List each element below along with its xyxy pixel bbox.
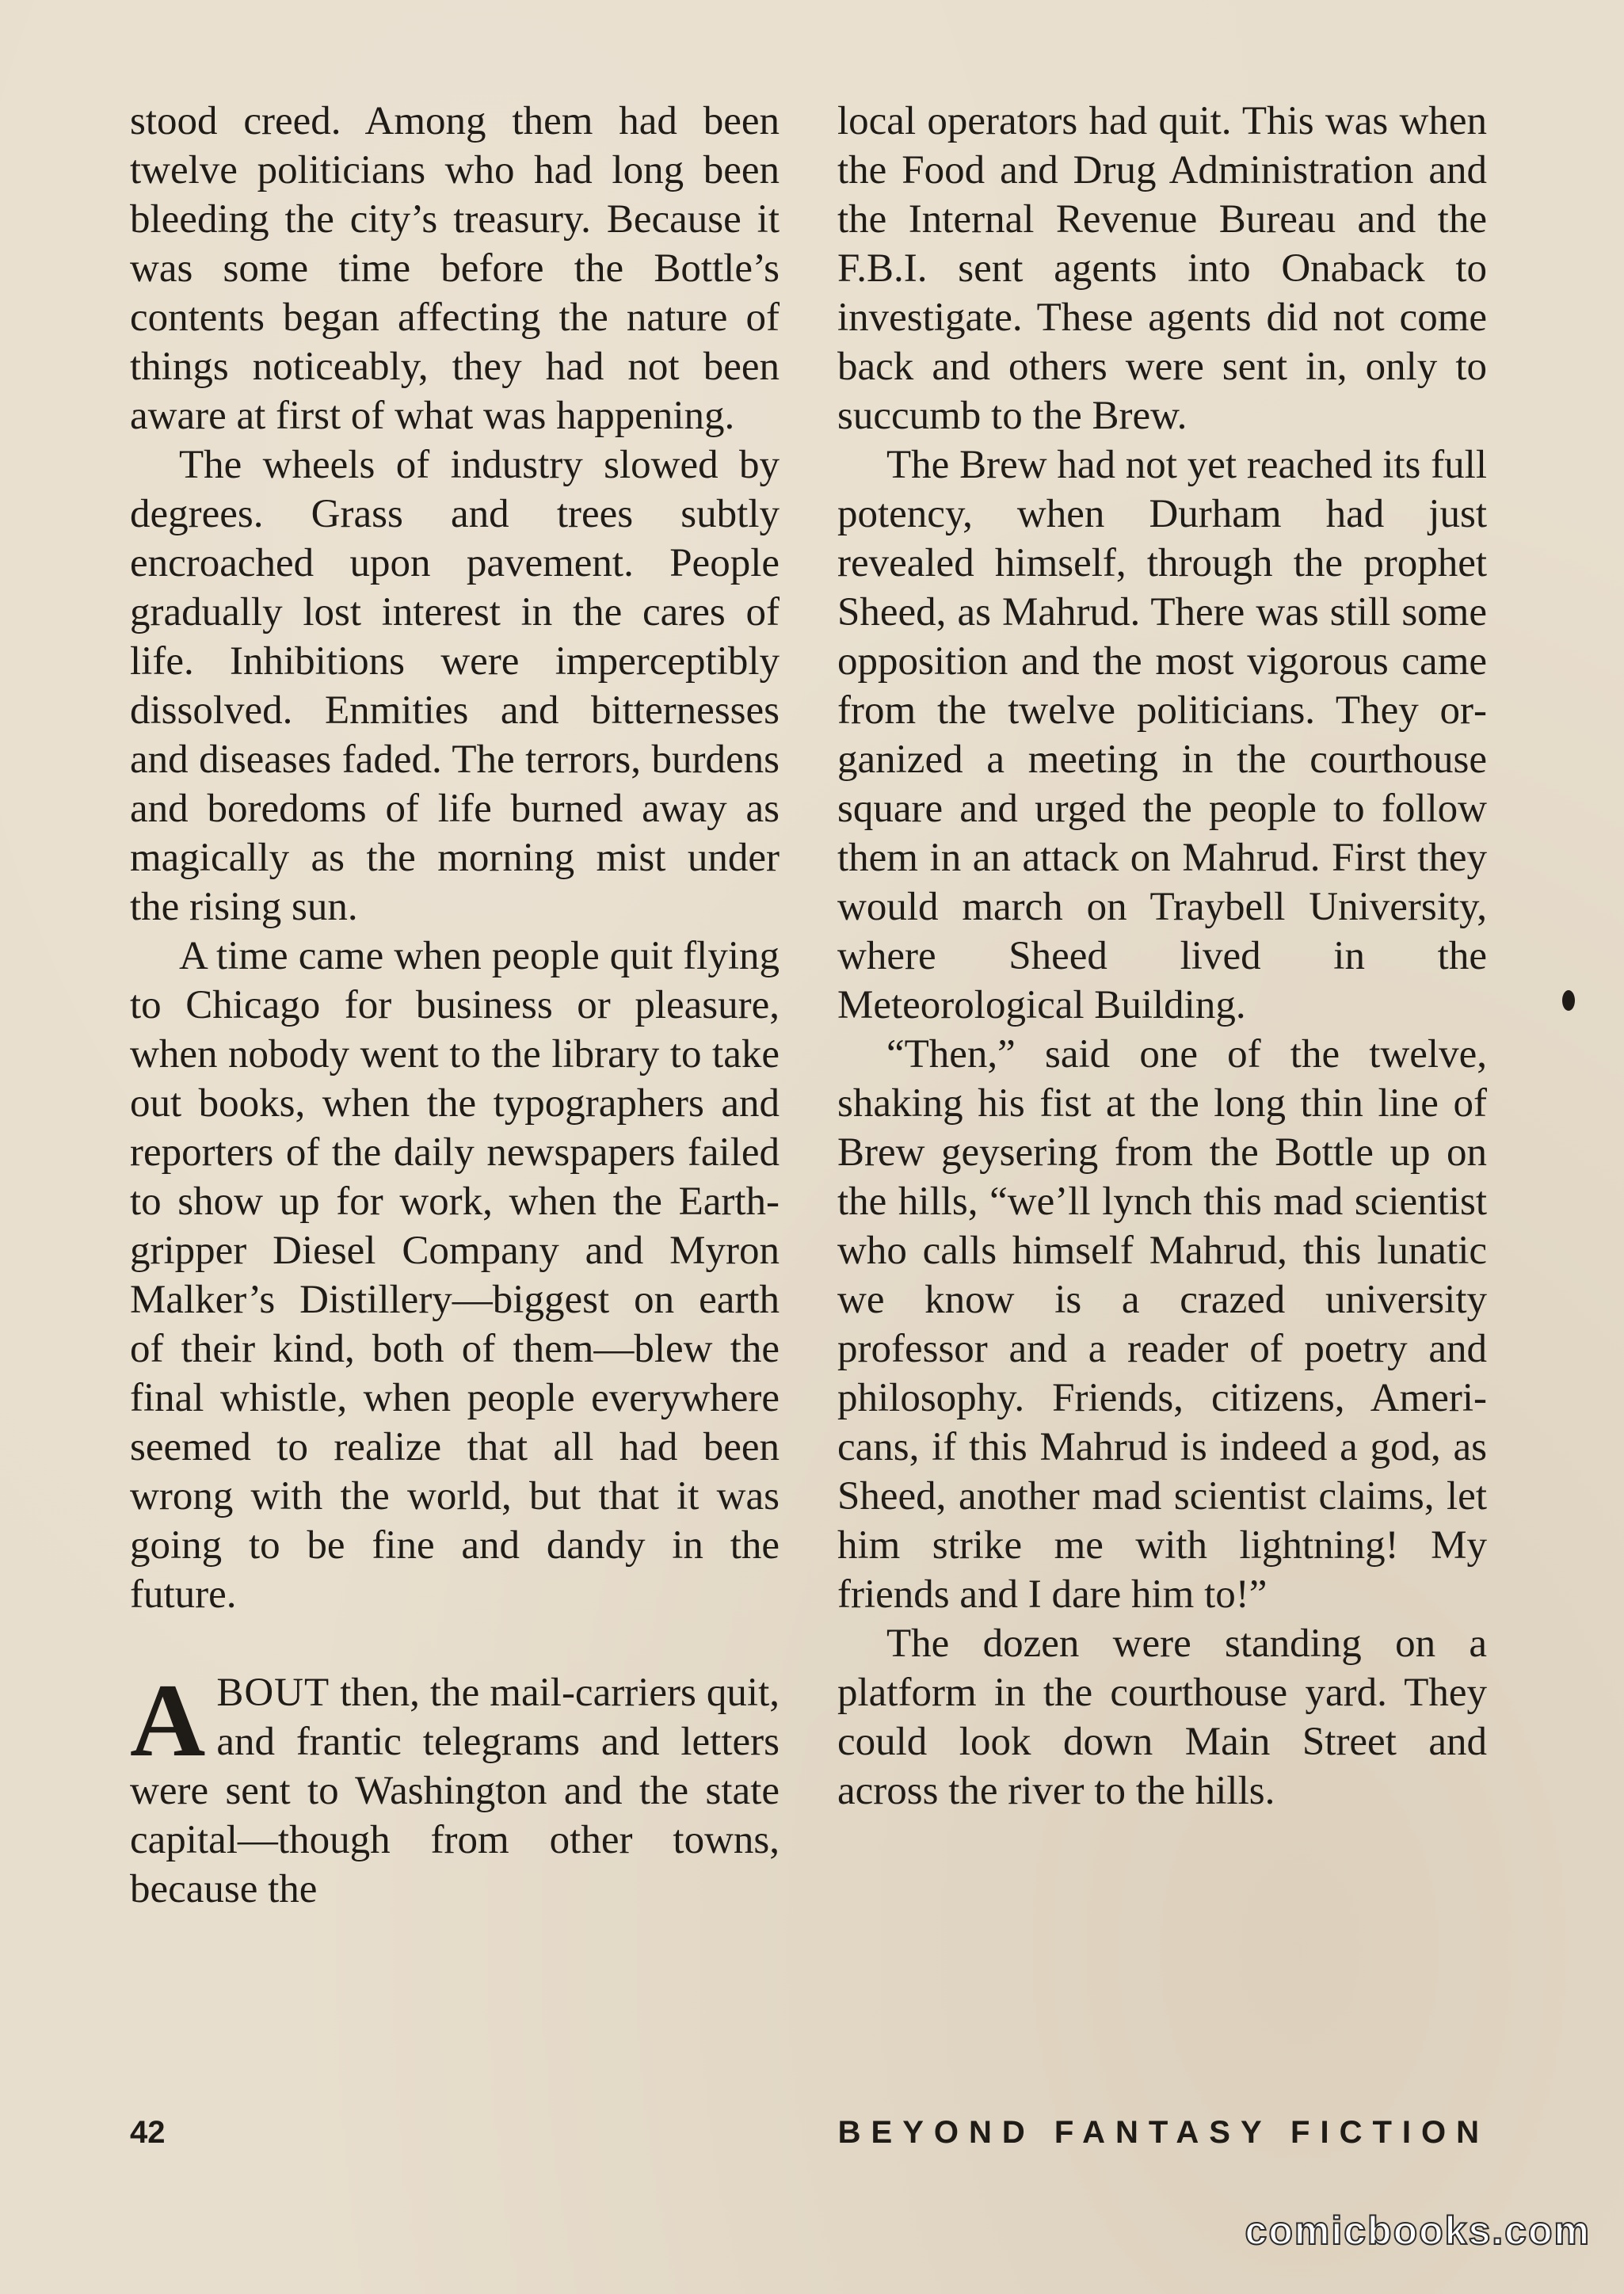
paragraph-text: then, the mail-carriers quit, and frantic telegrams and letters were sent to Washington and the state capital—though from other towns, because the (130, 1671, 780, 1911)
running-title: BEYOND FANTASY FICTION (837, 2115, 1489, 2150)
paragraph: The Brew had not yet reached its full potency, when Durham had just revealed himself, through the prophet Sheed, as Mahrud. There was still some opposition and the most vigorous came from the twelve politicians. They organized a meeting in the courthouse square and urged the people to follow them in an attack on Mahrud. First they would march on Traybell University, where Sheed lived in the Meteorological Building. (837, 443, 1487, 1027)
paragraph: “Then,” said one of the twelve, shaking his fist at the long thin line of Brew geysering from the Bottle up on the hills, “we’ll lynch this mad scientist who calls himself Mahrud, this lunatic we know is a crazed university professor and a reader of poetry and philosophy. Friends, citizens, Americans, if this Mahrud is indeed a god, as Sheed, another mad scientist claims, let him strike me with lightning! My friends and I dare him to!” (837, 1032, 1487, 1617)
paragraph: The wheels of industry slowed by degrees. Grass and trees subtly encroached upon pavement. People gradually lost interest in the cares of life. Inhibitions were imperceptibly dissolved. Enmities and bitternesses and diseases faded. The terrors, burdens and boredoms of life burned away as magically as the morning mist under the rising sun. (130, 443, 780, 929)
watermark: comicbooks.com (1245, 2208, 1591, 2253)
paragraph: A time came when people quit flying to Chicago for business or pleasure, when nobody went to the library to take out books, when the typographers and reporters of the daily newspapers failed to show up for work, when the Earthgripper Diesel Company and Myron Malker’s Distillery—biggest on earth of their kind, both of them—blew the final whistle, when people everywhere seemed to realize that all had been wrong with the world, but that it was going to be fine and dandy in the future. (130, 934, 780, 1617)
small-caps-lead: BOUT (216, 1671, 330, 1715)
page-number: 42 (130, 2115, 166, 2150)
paragraph: stood creed. Among them had been twelve politicians who had long been bleeding the city’s treasury. Because it was some time before the Bottle’s contents began affecting the nature of things noticeably, they had not been aware at first of what was happening. (130, 99, 780, 438)
ink-speck-mark (1562, 990, 1575, 1011)
page-footer (130, 2109, 1489, 2156)
paragraph: local operators had quit. This was when the Food and Drug Administration and the Internal Revenue Bureau and the F.B.I. sent agents into Onaback to investigate. These agents did not come back and others were sent in, only to succumb to the Brew. (837, 99, 1487, 438)
drop-cap: A (130, 1662, 206, 1778)
paragraph: The dozen were standing on a platform in the courthouse yard. They could look down Main Street and across the river to the hills. (837, 1621, 1487, 1813)
section-start-paragraph (130, 1662, 780, 1914)
left-column (130, 97, 780, 1914)
right-column (837, 97, 1487, 1816)
